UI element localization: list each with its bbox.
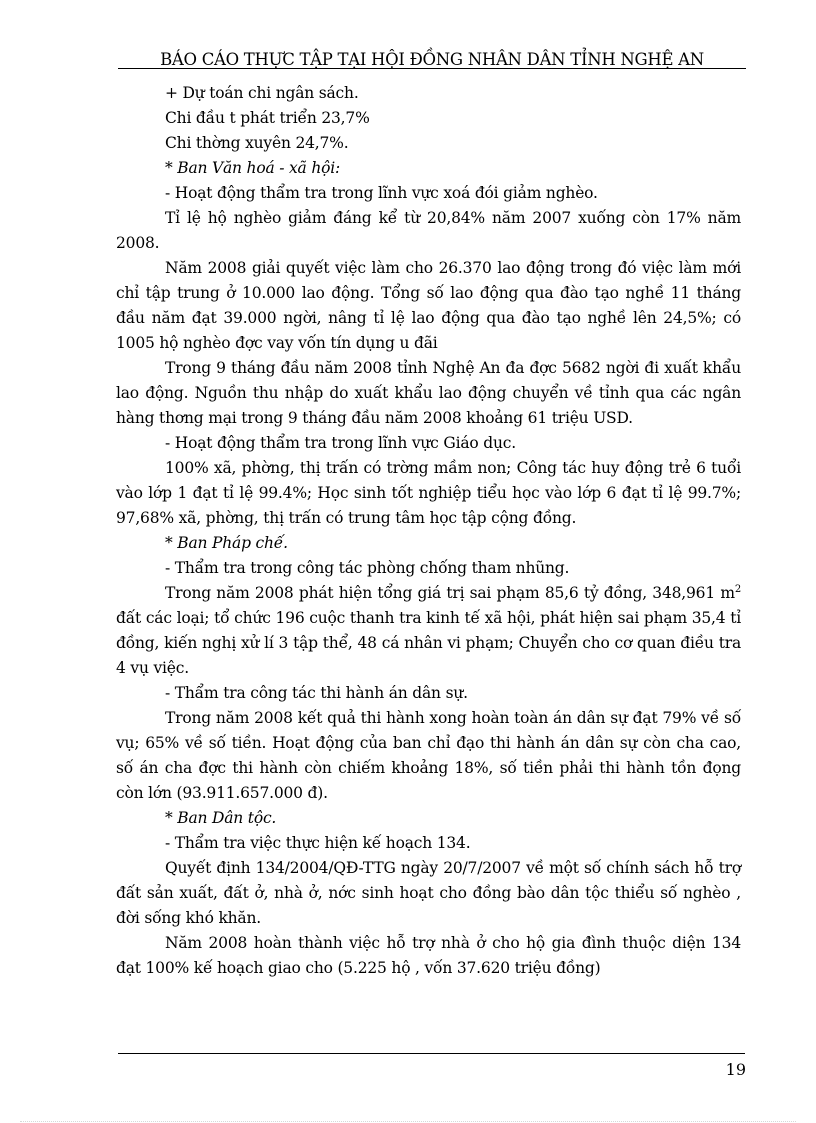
paragraph: - Hoạt động thẩm tra trong lĩnh vực Giáo dục.: [165, 434, 516, 452]
page-number: 19: [725, 1060, 746, 1079]
section-heading: * Ban Dân tộc.: [165, 809, 277, 827]
paragraph-text: đất các loại; tổ chức 196 cuộc thanh tra kinh tế xã hội, phát hiện sai phạm 35,4 tỉ đồng, kiến nghị xử lí 3 tập thể, 48 cá nhân vi phạm; Chuyển cho cơ quan điều tra 4 vụ việc.: [116, 609, 741, 677]
header-rule: [118, 68, 746, 69]
paragraph-text: Trong năm 2008 phát hiện tổng giá trị sai phạm 85,6 tỷ đồng, 348,961 m: [165, 584, 735, 602]
paragraph: [116, 581, 741, 681]
paragraph: Chi thờng xuyên 24,7%.: [165, 134, 349, 152]
document-body: [116, 81, 741, 981]
paragraph: - Hoạt động thẩm tra trong lĩnh vực xoá đói giảm nghèo.: [165, 184, 598, 202]
paragraph: - Thẩm tra công tác thi hành án dân sự.: [165, 684, 468, 702]
paragraph: Tỉ lệ hộ nghèo giảm đáng kể từ 20,84% năm 2007 xuống còn 17% năm 2008.: [116, 209, 741, 252]
paragraph: - Thẩm tra trong công tác phòng chống tham nhũng.: [165, 559, 570, 577]
paragraph: - Thẩm tra việc thực hiện kế hoạch 134.: [165, 834, 471, 852]
paragraph: 100% xã, phờng, thị trấn có trờng mầm non; Công tác huy động trẻ 6 tuổi vào lớp 1 đạt tỉ lệ 99.4%; Học sinh tốt nghiệp tiểu học vào lớp 6 đạt tỉ lệ 99.7%; 97,68% xã, phờng, thị trấn có trung tâm học tập cộng đồng.: [116, 459, 741, 527]
paragraph: Chi đầu t phát triển 23,7%: [165, 109, 370, 127]
running-header: BÁO CÁO THỰC TẬP TẠI HỘI ĐỒNG NHÂN DÂN TỈNH NGHỆ AN: [160, 50, 704, 69]
page-edge-dotted-line: [20, 1121, 796, 1122]
section-heading: * Ban Văn hoá - xã hội:: [165, 159, 341, 177]
paragraph: Trong năm 2008 kết quả thi hành xong hoàn toàn án dân sự đạt 79% về số vụ; 65% về số tiền. Hoạt động của ban chỉ đạo thi hành án dân sự còn cha cao, số án cha đợc thi hành còn chiếm khoảng 18%, số tiền phải thi hành tồn đọng còn lớn (93.911.657.000 đ).: [116, 709, 741, 802]
paragraph: Năm 2008 hoàn thành việc hỗ trợ nhà ở cho hộ gia đình thuộc diện 134 đạt 100% kế hoạch giao cho (5.225 hộ , vốn 37.620 triệu đồng): [116, 934, 741, 977]
footer-rule: [118, 1053, 745, 1054]
section-heading: * Ban Pháp chế.: [165, 534, 288, 552]
paragraph: Quyết định 134/2004/QĐ-TTG ngày 20/7/2007 về một số chính sách hỗ trợ đất sản xuất, đất ở, nhà ở, nớc sinh hoạt cho đồng bào dân tộc thiểu số nghèo , đời sống khó khăn.: [116, 859, 741, 927]
superscript: 2: [734, 583, 741, 595]
paragraph: Trong 9 tháng đầu năm 2008 tỉnh Nghệ An đa đợc 5682 ngời đi xuất khẩu lao động. Nguồn thu nhập do xuất khẩu lao động chuyển về tỉnh qua các ngân hàng thơng mại trong 9 tháng đầu năm 2008 khoảng 61 triệu USD.: [116, 359, 741, 427]
paragraph: Năm 2008 giải quyết việc làm cho 26.370 lao động trong đó việc làm mới chỉ tập trung ở 10.000 lao động. Tổng số lao động qua đào tạo nghề 11 tháng đầu năm đạt 39.000 ngời, nâng tỉ lệ lao động qua đào tạo nghề lên 24,5%; có 1005 hộ nghèo đợc vay vốn tín dụng u đãi: [116, 259, 741, 352]
paragraph: + Dự toán chi ngân sách.: [165, 84, 359, 102]
